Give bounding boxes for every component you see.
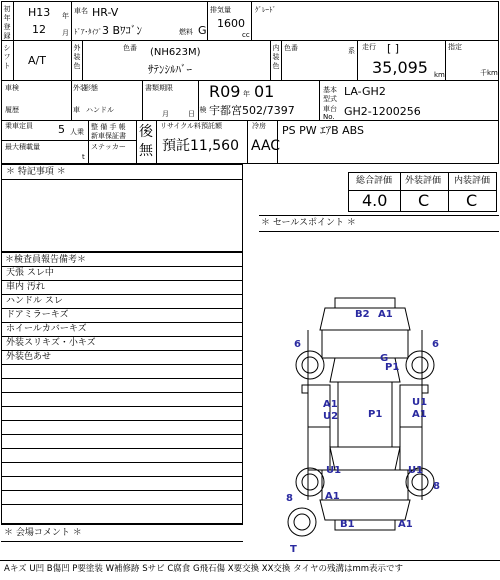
capacity: 5 [58, 123, 65, 136]
front-bumper [335, 298, 395, 308]
damage-mark: 6 [432, 339, 439, 350]
inspection-label: 車検 [5, 84, 19, 92]
frame-number: GH2-1200256 [344, 105, 421, 118]
venue-comment-box [1, 524, 243, 560]
inspector-note-line: ハンドル スレ [6, 296, 63, 306]
model-code: LA-GH2 [344, 85, 386, 98]
license-plate: 宇都宮502/7397 [209, 104, 295, 117]
sticker-value: 無 [139, 143, 153, 159]
interior-color-label: 内装色 [272, 44, 280, 70]
car-damage-diagram [280, 290, 450, 560]
inspector-note-line: 外装スリキズ・小キズ [6, 338, 96, 348]
door-type-label: ﾄﾞｱ･ﾀｲﾌﾟ [74, 28, 102, 36]
displacement: 1600 [217, 17, 245, 30]
max-load-label: 最大積載量 [5, 143, 40, 151]
mileage-bracket: [ ] [387, 42, 400, 55]
damage-mark: A1 [323, 399, 338, 410]
damage-mark: U1 [412, 397, 428, 408]
mileage: 35,095 [372, 58, 428, 77]
interior-color-code-label: 色番 [284, 44, 298, 52]
interior-score: C [466, 191, 478, 210]
sticker-label: ステッカー [91, 143, 126, 151]
designated-label: 指定 [448, 43, 462, 51]
first-registration-label: 初年登録 [3, 5, 11, 40]
damage-mark: A1 [412, 409, 427, 420]
registration-month: 12 [32, 23, 46, 36]
scores-box [348, 172, 497, 212]
damage-mark: U2 [323, 411, 339, 422]
sales-points-box [259, 215, 499, 235]
damage-mark: A1 [398, 519, 413, 530]
grade-label: ｸﾞﾚｰﾄﾞ [255, 6, 276, 14]
recycle-fee-label: リサイクル料預託額 [160, 122, 223, 130]
damage-mark: P1 [385, 362, 400, 373]
fuel-type: G [198, 24, 207, 37]
sales-points-title: ＊ セールスポイント ＊ [261, 218, 356, 228]
inspection-expiry-year: R09 [209, 82, 241, 101]
aircon-value: AAC [251, 138, 281, 154]
door-type: 3 Bﾜｺﾞﾝ [102, 24, 143, 37]
inspector-note-line: ホイールカバーキズ [6, 324, 87, 334]
special-notes-box [1, 164, 243, 252]
registration-year: H13 [28, 6, 51, 19]
inspection-expiry-month: 01 [254, 82, 275, 101]
damage-mark: 6 [294, 339, 301, 350]
legend-text: Aキズ U凹 B傷凹 P要塗装 W補修跡 Sサビ C腐食 G飛石傷 X要交換 XX交換 タイヤの残溝はmm表示です [4, 564, 404, 574]
damage-mark: B2 [355, 309, 370, 320]
rear-left-wheel [296, 468, 324, 496]
car-outline [280, 290, 450, 560]
car-name-label: 車名 [74, 7, 88, 15]
damage-mark: G [380, 353, 389, 364]
venue-comment-title: ＊ 会場コメント ＊ [4, 528, 82, 538]
interior-score-label: 内装評価 [454, 176, 491, 186]
header-table: 初年登録 H13 年 12 月 車名 HR-V ﾄﾞｱ･ﾀｲﾌﾟ 3 Bﾜｺﾞﾝ 燃料 G 排気量 1600 cc ｸﾞﾚｰﾄﾞ シフト A/T 外装色 色番 (NH623M) ｻﾃﾝｼﾙﾊﾞｰ 内装色 色番 系 走行 [ ] 35,095 km 指定 千km 車検 履歴 外装 形態 車 ハンドル 書類期限 月 日 検 R09 年 01 宇都宮502/7397 基本 型式 LA-GH2 車台 No. GH2-1200256 乗車定員 5 人乗 最大積載量 t 整 備 手 帳 新車保証書 ステッカー 後 無 リサイクル料預託額 預託11,560 冷房 AAC PS PW ｴｱB ABS [1, 1, 499, 164]
recycle-fee: 預託11,560 [162, 138, 239, 154]
exterior-score-label: 外装評価 [405, 176, 442, 186]
damage-mark: U1 [326, 465, 342, 476]
shift-label: シフト [3, 44, 11, 70]
color-code-label: 色番 [123, 44, 137, 52]
roof [338, 382, 392, 447]
exterior-score: C [418, 191, 430, 210]
damage-mark: U1 [408, 465, 424, 476]
trunk [320, 500, 410, 520]
damage-mark: 8 [286, 493, 293, 504]
front-right-wheel [406, 351, 434, 379]
maintenance-record-label: 整 備 手 帳 [91, 123, 126, 131]
damage-mark: B1 [340, 519, 355, 530]
inspector-note-line: 天張 スレ中 [6, 268, 54, 278]
shift-value: A/T [28, 54, 46, 67]
document-deadline-label: 書類期限 [145, 84, 173, 92]
color-code: (NH623M) [150, 47, 201, 58]
fuel-label: 燃料 [179, 28, 193, 36]
damage-mark: 8 [433, 481, 440, 492]
history-label: 履歴 [5, 106, 19, 114]
car-name: HR-V [92, 6, 119, 19]
front-left-wheel [296, 351, 324, 379]
inspector-notes-title: ＊検査員報告備考＊ [5, 255, 87, 265]
legend-bar [0, 560, 500, 580]
total-score-label: 総合評価 [356, 176, 393, 186]
damage-mark: A1 [378, 309, 393, 320]
inspector-notes-box [1, 252, 243, 524]
inspector-note-line: ドアミラーキズ [6, 310, 69, 320]
damage-mark: T [290, 544, 297, 555]
inspector-note-line: 外装色あせ [6, 352, 52, 362]
aircon-label: 冷房 [252, 122, 266, 130]
inspector-note-line: 車内 汚れ [6, 282, 45, 292]
steering-label: ハンドル [86, 106, 114, 114]
damage-mark: P1 [368, 409, 383, 420]
capacity-label: 乗車定員 [5, 122, 33, 130]
color-name: ｻﾃﾝｼﾙﾊﾞｰ [148, 63, 192, 76]
warranty-label: 新車保証書 [91, 132, 126, 140]
spare-tire [288, 508, 316, 536]
displacement-label: 排気量 [210, 6, 231, 14]
maintenance-record-value: 後 [139, 124, 153, 140]
equipment-list: PS PW ｴｱB ABS [282, 124, 365, 137]
total-score: 4.0 [362, 191, 388, 210]
body-shape-label: 形態 [84, 84, 98, 92]
special-notes-title: ＊ 特記事項 ＊ [6, 167, 66, 177]
damage-mark: A1 [325, 491, 340, 502]
mileage-label: 走行 [362, 43, 376, 51]
front-panel [322, 330, 408, 358]
exterior-color-label: 外装色 [73, 44, 81, 70]
